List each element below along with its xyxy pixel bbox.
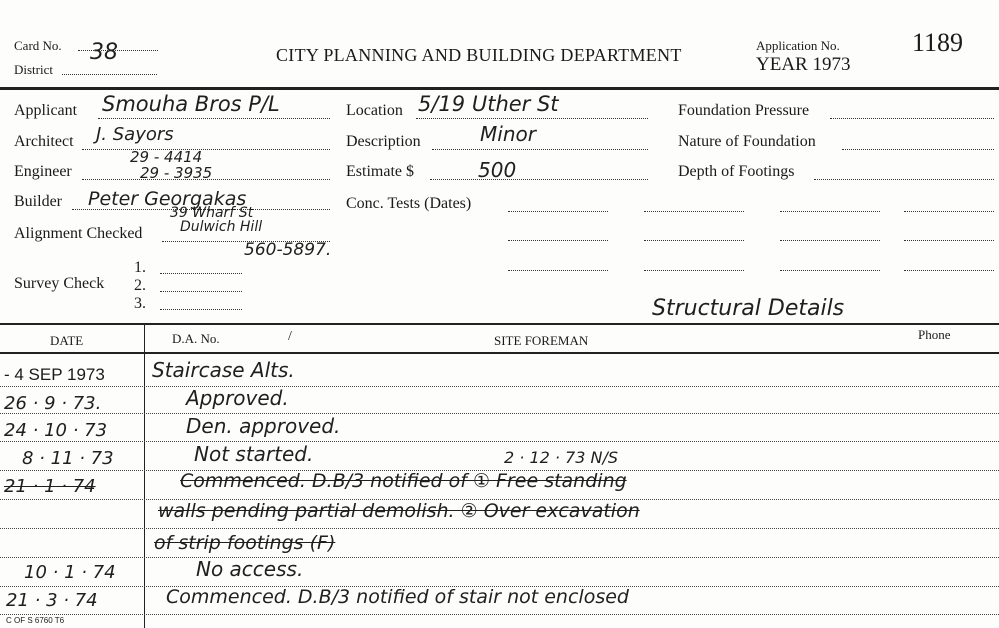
- entry-text: Staircase Alts.: [152, 358, 295, 382]
- conc-dots-a1: [508, 211, 608, 212]
- year-label: YEAR 1973: [756, 54, 851, 75]
- engineer-label: Engineer: [14, 163, 72, 180]
- entry-text: walls pending partial demolish. ② Over excavation: [158, 500, 640, 522]
- engineer-note-1: 29 - 4414: [130, 148, 203, 166]
- district-label: District: [14, 62, 53, 77]
- row-line: [0, 441, 999, 442]
- builder-address-2: Dulwich Hill: [180, 219, 263, 235]
- nature-foundation-dots: [842, 149, 994, 150]
- alignment-checked-label: Alignment Checked: [14, 225, 143, 242]
- entry-text: Approved.: [186, 386, 289, 410]
- table-top-rule: [0, 323, 999, 325]
- entry-text: Not started.: [194, 442, 314, 466]
- structural-details: Structural Details: [652, 296, 845, 321]
- entry-date: 21 · 1 · 74: [4, 476, 96, 497]
- foundation-pressure-dots: [830, 118, 994, 119]
- entry-text: No access.: [196, 557, 304, 581]
- application-no-label: Application No.: [756, 38, 840, 53]
- survey-dots-3: [160, 309, 242, 310]
- entry-text: Den. approved.: [186, 414, 341, 438]
- card-no-label: Card No.: [14, 38, 62, 53]
- entry-date: 24 · 10 · 73: [4, 420, 108, 441]
- row-line: [0, 557, 999, 558]
- entry-date: - 4 SEP 1973: [4, 365, 105, 384]
- form-code: C OF S 6760 T6: [6, 616, 65, 625]
- builder-phone: 560-5897.: [244, 240, 332, 260]
- applicant-dots: [98, 118, 330, 119]
- da-no-column-header: D.A. No.: [172, 331, 220, 346]
- survey-dots-1: [160, 273, 242, 274]
- date-column-divider: [144, 323, 145, 628]
- entry-text: Commenced. D.B/3 notified of stair not enclosed: [166, 586, 629, 608]
- conc-dots-d3: [904, 270, 994, 271]
- date-column-header: DATE: [50, 333, 84, 348]
- builder-address-1: 39 Wharf St: [170, 205, 254, 221]
- location-dots: [416, 118, 648, 119]
- description-value: Minor: [480, 122, 536, 146]
- location-value: 5/19 Uther St: [418, 92, 559, 116]
- entry-date: 26 · 9 · 73.: [4, 393, 102, 414]
- conc-tests-label: Conc. Tests (Dates): [346, 195, 472, 212]
- entry-text: Commenced. D.B/3 notified of ① Free standing: [180, 470, 627, 492]
- architect-label: Architect: [14, 133, 74, 150]
- row-line: [0, 386, 999, 387]
- applicant-label: Applicant: [14, 102, 78, 119]
- conc-dots-a3: [508, 270, 608, 271]
- location-label: Location: [346, 102, 403, 119]
- department-title: CITY PLANNING AND BUILDING DEPARTMENT: [276, 45, 682, 65]
- conc-dots-c2: [780, 240, 880, 241]
- survey-dots-2: [160, 291, 242, 292]
- da-slash: /: [288, 329, 292, 344]
- site-foreman-column-header: SITE FOREMAN: [494, 333, 589, 348]
- estimate-value: 500: [478, 158, 517, 182]
- header-rule: [0, 87, 999, 90]
- district-dots: [62, 74, 157, 75]
- description-label: Description: [346, 133, 421, 150]
- conc-dots-b2: [644, 240, 744, 241]
- row-line: [0, 413, 999, 414]
- conc-dots-c3: [780, 270, 880, 271]
- depth-footings-label: Depth of Footings: [678, 163, 795, 180]
- architect-value: J. Sayors: [96, 124, 174, 145]
- row-line: [0, 614, 999, 615]
- architect-dots: [82, 149, 330, 150]
- builder-label: Builder: [14, 193, 62, 210]
- estimate-dots: [430, 179, 648, 180]
- conc-dots-b1: [644, 211, 744, 212]
- survey-check-label: Survey Check: [14, 275, 105, 292]
- survey-check-3: 3.: [134, 295, 146, 312]
- estimate-label: Estimate $: [346, 163, 414, 180]
- survey-check-2: 2.: [134, 277, 146, 294]
- entry-date: 10 · 1 · 74: [24, 562, 116, 583]
- conc-dots-d1: [904, 211, 994, 212]
- entry-date: 21 · 3 · 74: [6, 590, 98, 611]
- application-number: 1189: [912, 28, 964, 57]
- entry-text: of strip footings (F): [154, 532, 336, 554]
- builder-value: Peter Georgakas: [88, 188, 247, 210]
- conc-dots-d2: [904, 240, 994, 241]
- table-header-rule: [0, 352, 999, 354]
- survey-check-1: 1.: [134, 259, 146, 276]
- engineer-note-2: 29 - 3935: [140, 164, 213, 182]
- depth-footings-dots: [814, 179, 994, 180]
- applicant-value: Smouha Bros P/L: [102, 92, 280, 116]
- description-dots: [432, 149, 648, 150]
- conc-dots-c1: [780, 211, 880, 212]
- phone-column-header: Phone: [918, 327, 951, 342]
- foundation-pressure-label: Foundation Pressure: [678, 102, 810, 119]
- conc-dots-b3: [644, 270, 744, 271]
- entry-note: 2 · 12 · 73 N/S: [504, 448, 619, 467]
- nature-foundation-label: Nature of Foundation: [678, 133, 816, 150]
- card-no-value: 38: [90, 40, 118, 65]
- row-line: [0, 528, 999, 529]
- entry-date: 8 · 11 · 73: [22, 448, 114, 469]
- conc-dots-a2: [508, 240, 608, 241]
